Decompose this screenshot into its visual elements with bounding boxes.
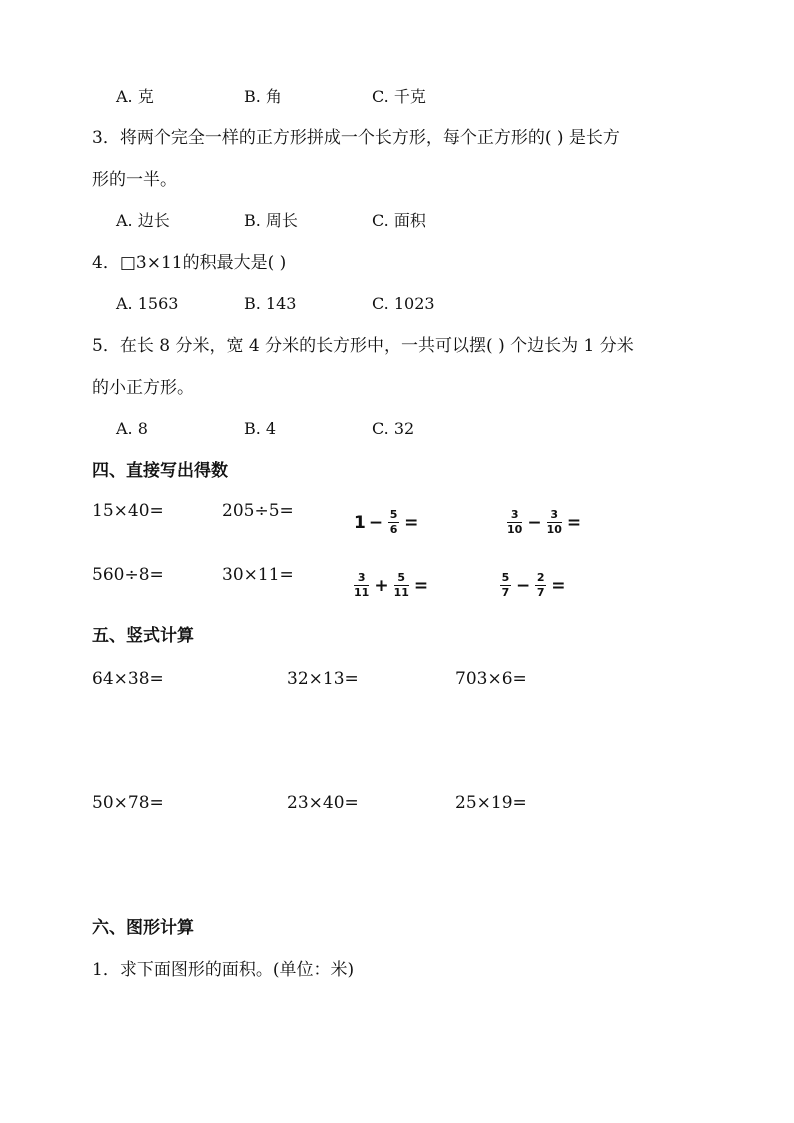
vertical-calc-item: 23×40= (287, 793, 359, 813)
fraction (507, 509, 522, 536)
fraction (388, 509, 399, 536)
section-4-title: 四、直接写出得数 (92, 461, 228, 481)
fraction (500, 572, 511, 599)
calc-item: 15×40= (92, 501, 164, 521)
option-b: B. 周长 (244, 211, 298, 230)
section-6-title: 六、图形计算 (92, 918, 194, 938)
numerator: 3 (357, 571, 366, 584)
option-a: A. 克 (116, 87, 154, 106)
fraction-expression (352, 572, 431, 599)
operator: − (527, 512, 542, 533)
option-c: C. 1023 (372, 294, 435, 313)
equals-sign: = (413, 575, 429, 596)
numerator: 5 (397, 571, 406, 584)
option-b: B. 4 (244, 419, 277, 438)
option-b: B. 角 (244, 87, 282, 106)
option-c: C. 千克 (372, 87, 426, 106)
equals-sign: = (566, 512, 582, 533)
denominator: 10 (546, 523, 562, 536)
numerator: 5 (389, 508, 398, 521)
vertical-calc-item: 32×13= (287, 669, 359, 689)
denominator: 11 (354, 586, 370, 599)
operator: + (374, 575, 389, 596)
question-3-line-1: 3．将两个完全一样的正方形拼成一个长方形，每个正方形的( ) 是长方 (92, 128, 620, 148)
calc-item: 560÷8= (92, 565, 164, 585)
vertical-calc-item: 25×19= (455, 793, 527, 813)
denominator: 10 (507, 523, 523, 536)
fraction-expression (498, 572, 569, 599)
fraction-expression (354, 509, 421, 536)
option-a: A. 边长 (116, 211, 170, 230)
option-c: C. 面积 (372, 211, 426, 230)
option-a: A. 1563 (116, 294, 179, 313)
fraction (547, 509, 562, 536)
question-5-line-2: 的小正方形。 (92, 378, 194, 398)
denominator: 11 (393, 586, 409, 599)
whole-number: 1 (354, 512, 366, 533)
calc-item: 30×11= (222, 565, 294, 585)
section-6-question-1: 1．求下面图形的面积。(单位：米) (92, 960, 355, 980)
question-4: 4．□3×11的积最大是( ) (92, 253, 287, 273)
equals-sign: = (404, 512, 419, 533)
option-b: B. 143 (244, 294, 297, 313)
numerator: 3 (550, 508, 559, 521)
section-5-title: 五、竖式计算 (92, 626, 194, 646)
operator: − (516, 575, 531, 596)
numerator: 5 (501, 571, 510, 584)
fraction (354, 572, 369, 599)
numerator: 2 (536, 571, 545, 584)
question-5-line-1: 5．在长 8 分米，宽 4 分米的长方形中，一共可以摆( ) 个边长为 1 分米 (92, 336, 634, 356)
equals-sign: = (551, 575, 566, 596)
fraction (394, 572, 409, 599)
option-a: A. 8 (116, 419, 148, 438)
vertical-calc-item: 703×6= (455, 669, 527, 689)
calc-item: 205÷5= (222, 501, 294, 521)
vertical-calc-item: 50×78= (92, 793, 164, 813)
denominator: 6 (389, 523, 398, 536)
fraction (535, 572, 546, 599)
question-3-line-2: 形的一半。 (92, 170, 177, 190)
denominator: 7 (536, 586, 545, 599)
option-c: C. 32 (372, 419, 415, 438)
fraction-expression (505, 509, 584, 536)
vertical-calc-item: 64×38= (92, 669, 164, 689)
numerator: 3 (510, 508, 519, 521)
operator: − (368, 512, 384, 533)
denominator: 7 (501, 586, 510, 599)
